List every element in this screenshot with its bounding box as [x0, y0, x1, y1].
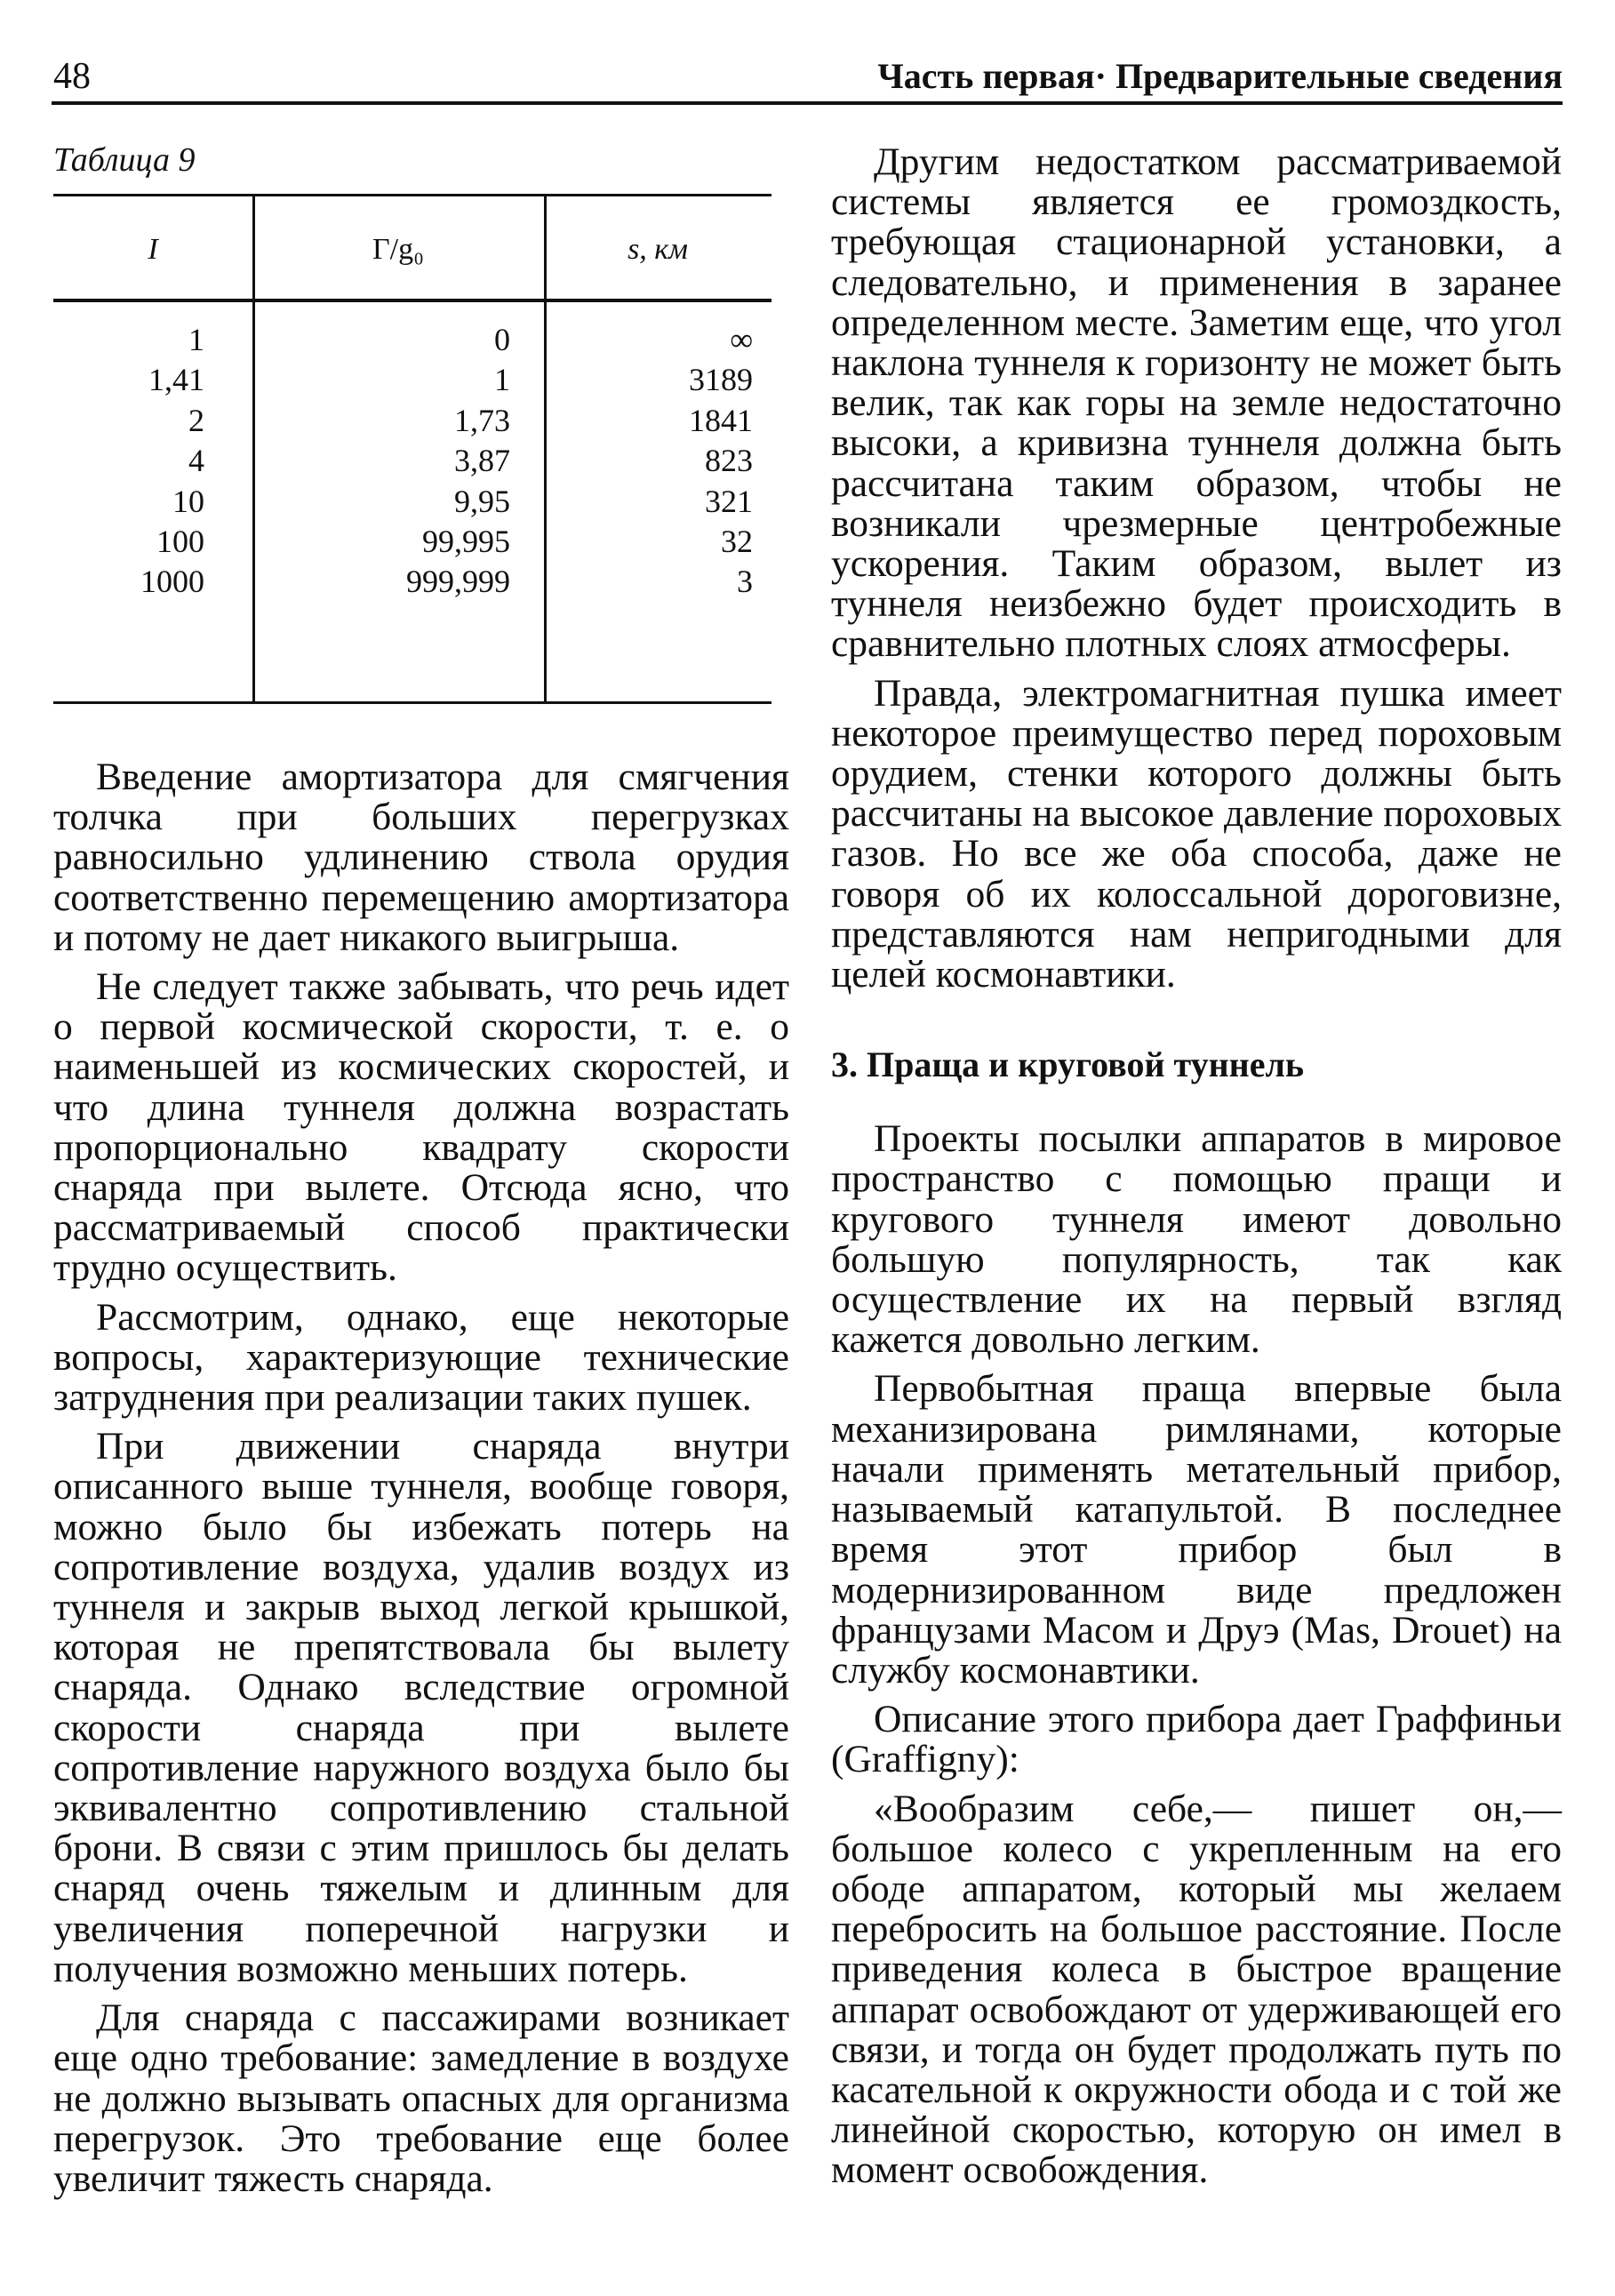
body-paragraph: Рассмотрим, однако, еще некоторые вопросы, характеризующие технические затруднения при реализации таких пушек.	[53, 1295, 789, 1420]
table-cell: 99,995	[422, 523, 510, 559]
data-table	[53, 194, 772, 704]
table-top-rule	[53, 194, 772, 196]
body-paragraph: Правда, электромагнитная пушка имеет некоторое преимущество перед пороховым орудием, стенки которого должны быть рассчитаны на высокое давление пороховых газов. Но все же оба способа, даже не говоря об их колоссальной дороговизне, представляются нам непригодными для целей космонавтики.	[831, 671, 1562, 996]
body-paragraph: Введение амортизатора для смягчения толчка при больших перегрузках равносильно удлинению ствола орудия соответственно перемещению амортизатора и потому не дает никакого выигрыша.	[53, 756, 789, 959]
table-cell: 10	[172, 483, 204, 519]
table-cell: 999,999	[406, 564, 510, 600]
body-paragraph: Описание этого прибора дает Граффиньи (Graffigny):	[831, 1698, 1562, 1781]
table-header-rule	[53, 299, 772, 302]
table-column-s	[597, 320, 753, 603]
section-heading: 3. Праща и круговой туннель	[831, 1044, 1305, 1085]
table-cell: 3,87	[454, 443, 510, 479]
table-cell: 1	[494, 362, 510, 398]
table-cell: 0	[494, 322, 510, 357]
body-paragraph: При движении снаряда внутри описанного выше туннеля, вообще говоря, можно было бы избежать потерь на сопротивление воздуха, удалив воздух из туннеля и закрыв выход легкой крышкой, которая не препятствовала бы вылету снаряда. Однако вследствие огромной скорости снаряда при вылете сопротивление наружного воздуха было бы эквивалентно сопротивлению стальной брони. В связи с этим пришлось бы делать снаряд очень тяжелым и длинным для увеличения поперечной нагрузки и получения возможно меньших потерь.	[53, 1425, 789, 1990]
table-column-i	[53, 320, 204, 603]
table-column-g	[302, 320, 510, 603]
body-paragraph: Другим недостатком рассматриваемой системы является ее громоздкость, требующая стационарной установки, а следовательно, и применения в заранее определенном месте. Заметим еще, что угол наклона туннеля к горизонту не может быть велик, так как горы на земле недостаточно высоки, а кривизна туннеля должна быть рассчитана таким образом, чтобы не возникали чрезмерные центробежные ускорения. Таким образом, вылет из туннеля неизбежно будет происходить в сравнительно плотных слоях атмосферы.	[831, 140, 1562, 666]
table-cell: 1841	[689, 402, 753, 438]
page-header	[52, 52, 1563, 105]
table-column-divider	[544, 194, 547, 704]
body-paragraph: Первобытная праща впервые была механизирована римлянами, которые начали применять метательный прибор, называемый катапультой. В последнее время этот прибор был в модернизированном виде предложен французами Масом и Друэ (Mas, Drouet) на службу космонавтики.	[831, 1367, 1562, 1692]
table-cell: 9,95	[454, 483, 510, 519]
left-column	[53, 142, 789, 2208]
table-header-cell: I	[148, 233, 158, 266]
table-cell: ∞	[730, 322, 753, 357]
right-column	[831, 142, 1562, 2200]
body-paragraph: «Вообразим себе,— пишет он,— большое колесо с укрепленным на его ободе аппаратом, который мы желаем перебросить на большое расстояние. После приведения колеса в быстрое вращение аппарат освобождают от удерживающей его связи, и тогда он будет продолжать путь по касательной к окружности обода и с той же линейной скоростью, которую он имел в момент освобождения.	[831, 1787, 1562, 2192]
table-cell: 2	[188, 402, 204, 438]
table-cell: 32	[721, 523, 753, 559]
body-paragraph: Не следует также забывать, что речь идет о первой космической скорости, т. е. о наименьшей из космических скоростей, и что длина туннеля должна возрастать пропорционально квадрату скорости снаряда при вылете. Отсюда ясно, что рассматриваемый способ практически трудно осуществить.	[53, 965, 789, 1290]
table-cell: 1,73	[454, 402, 510, 438]
table-header-cell: s, км	[628, 233, 688, 266]
table-cell: 4	[188, 443, 204, 479]
body-paragraph: Проекты посылки аппаратов в мировое пространство с помощью пращи и кругового туннеля имеют довольно большую популярность, так как осуществление их на первый взгляд кажется довольно легким.	[831, 1117, 1562, 1362]
table-column-divider	[252, 194, 255, 704]
running-head: Часть первая· Предварительные сведения	[877, 56, 1563, 96]
table-cell: 1	[188, 322, 204, 357]
table-header-cell: Г/g₀	[372, 233, 424, 266]
table-cell: 100	[156, 523, 204, 559]
table-cell: 823	[705, 443, 753, 479]
table-cell: 1000	[140, 564, 204, 600]
table-cell: 321	[705, 483, 753, 519]
table-cell: 1,41	[148, 362, 204, 398]
page-number: 48	[53, 56, 91, 97]
table-caption: Таблица 9	[53, 141, 196, 179]
table-cell: 3189	[689, 362, 753, 398]
table-cell: 3	[737, 564, 753, 600]
body-paragraph: Для снаряда с пассажирами возникает еще одно требование: замедление в воздухе не должно вызывать опасных для организма перегрузок. Это требование еще более увеличит тяжесть снаряда.	[53, 1996, 789, 2200]
table-bottom-rule	[53, 701, 772, 704]
